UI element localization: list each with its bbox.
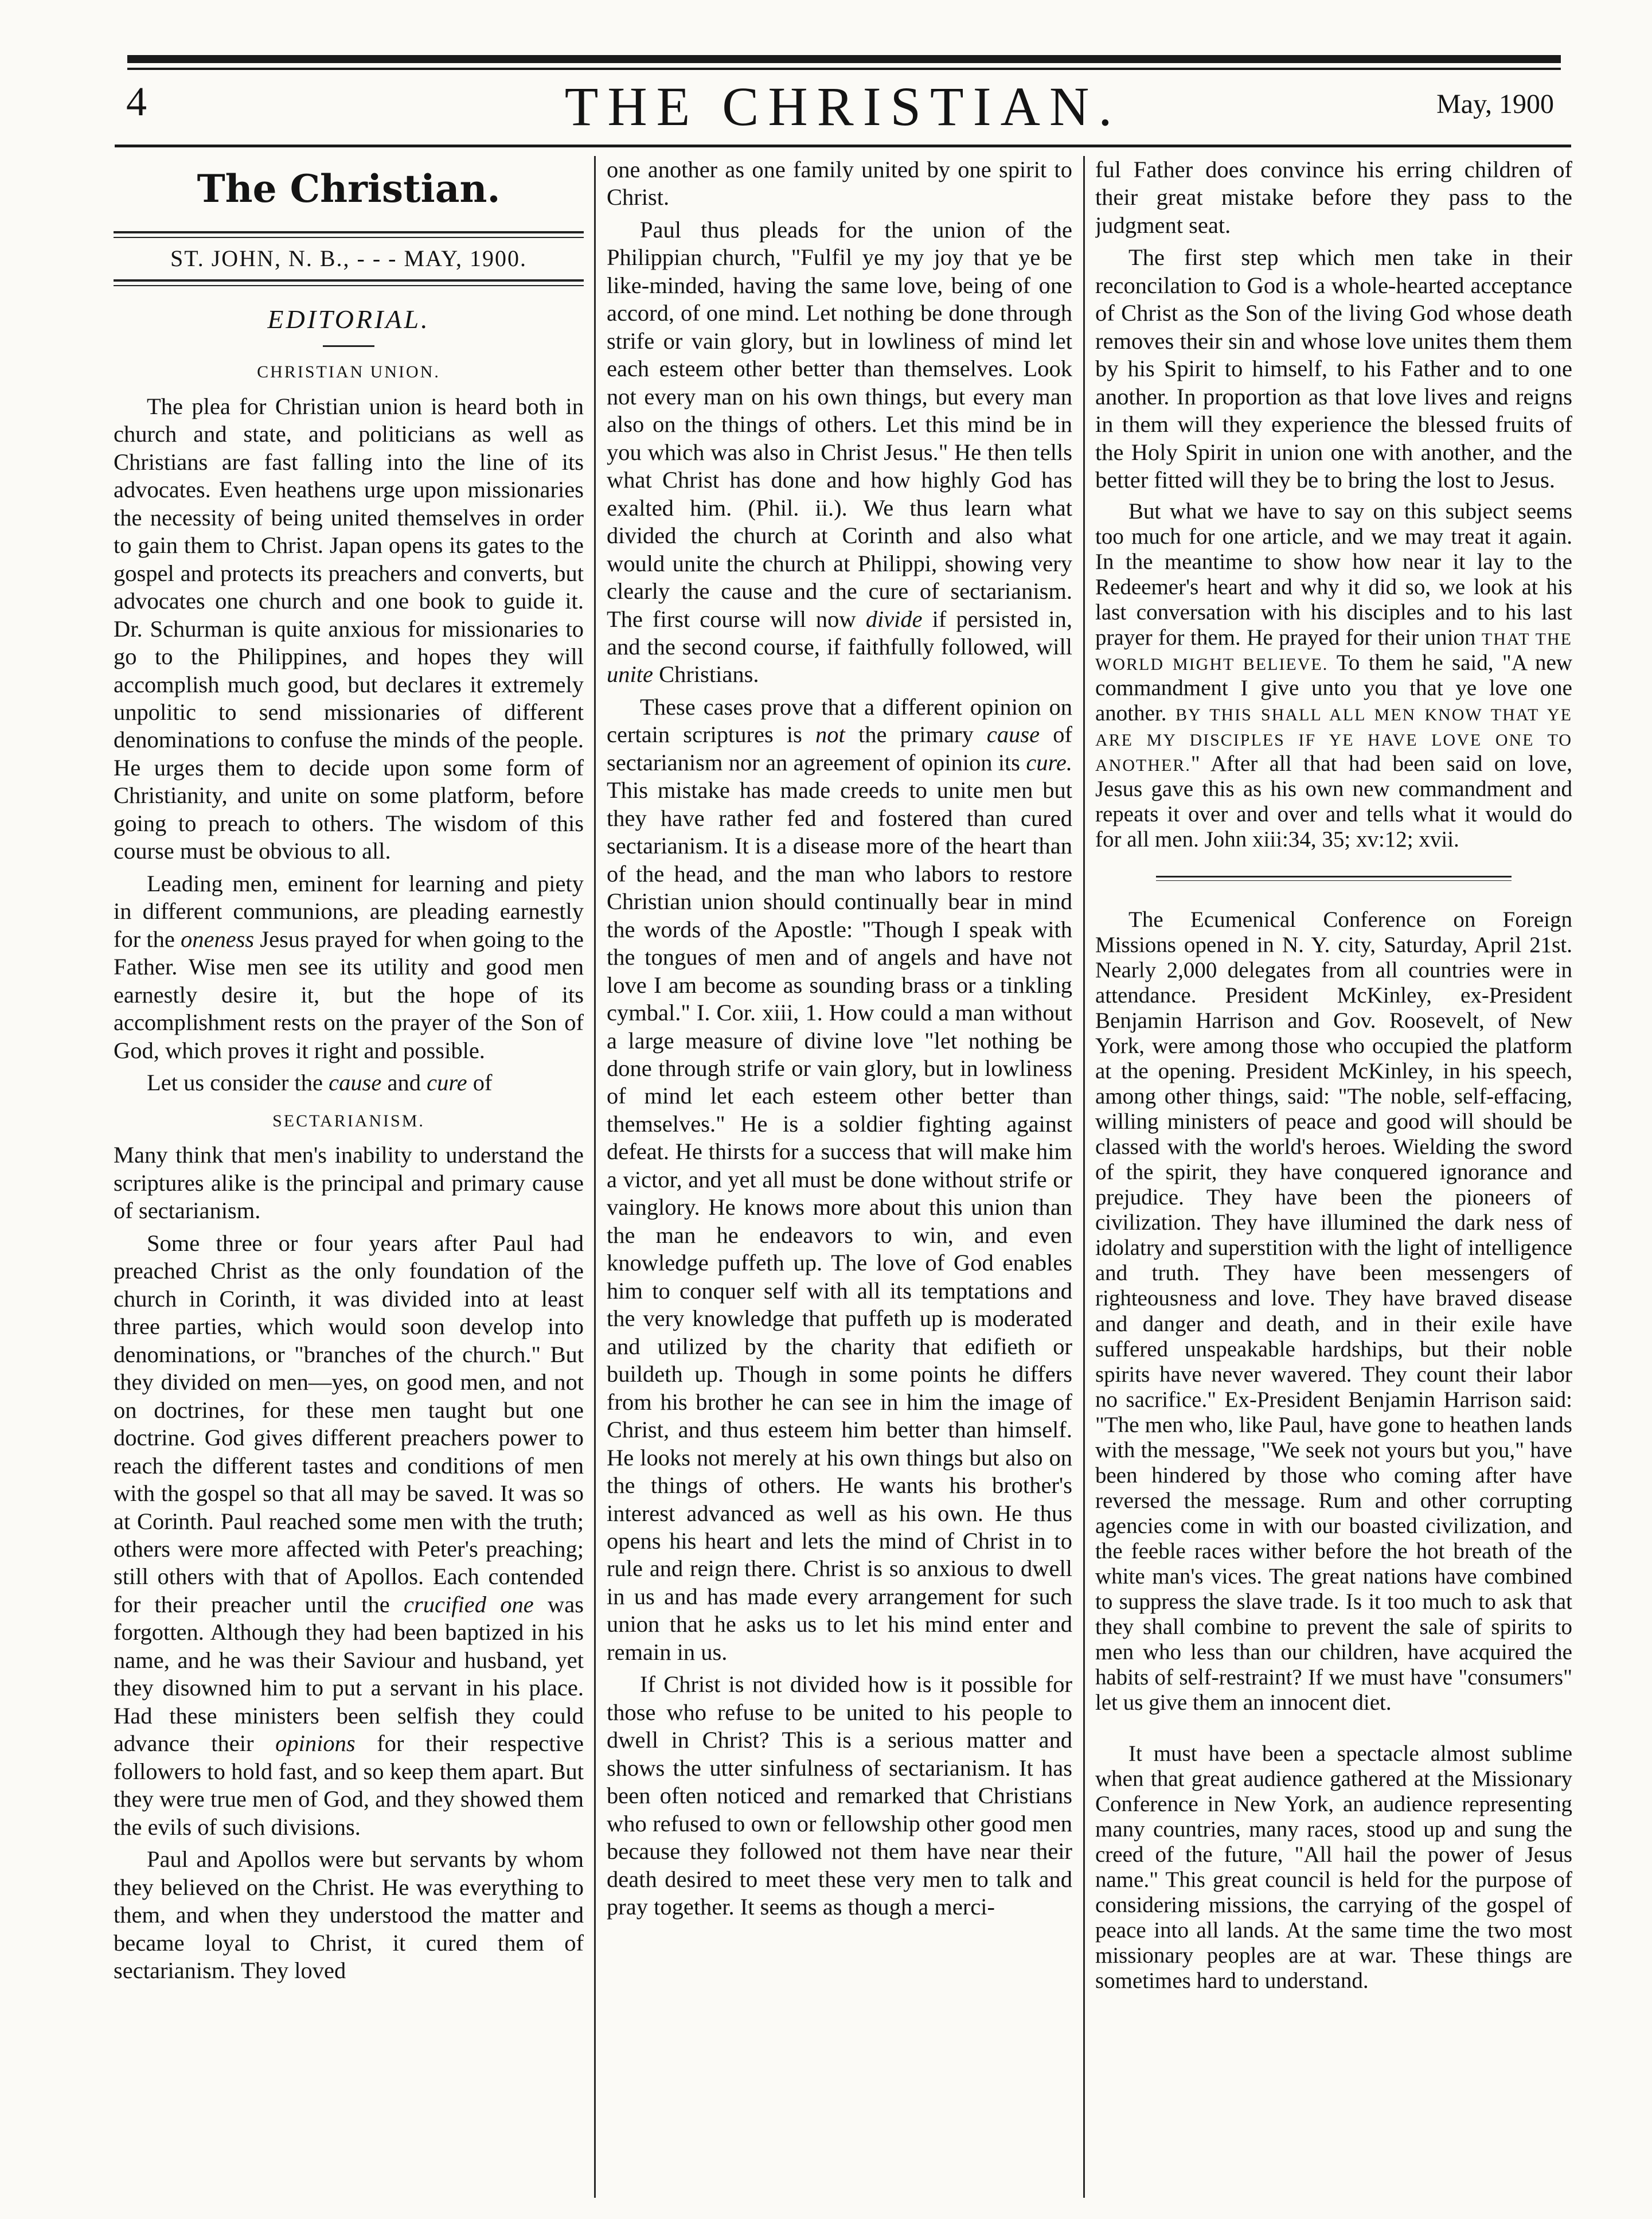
paragraph: Many think that men's inability to understand the scriptures alike is the principal and primary cause of sectarianism. bbox=[114, 1142, 584, 1224]
column-divider bbox=[594, 156, 596, 2198]
paragraph: Paul and Apollos were but servants by whom they believed on the Christ. He was everything to them, and when they understood the matter and became loyal to Christ, it cured them of sectarianism. They loved bbox=[114, 1846, 584, 1984]
paragraph: These cases prove that a different opinion on certain scriptures is not the primary cause of sectarianism nor an agreement of opinion its cure. This mistake has made creeds to unite men but they have rather fed and fostered than cured sectarianism. It is a disease more of the heart than of the head, and the man who labors to restore Christian union should continually bear in mind the words of the Apostle: "Though I speak with the tongues of men and of angels and have not love I am become as sounding brass or a tinkling cymbal." I. Cor. xiii, 1. How could a man without a large measure of divine love "let nothing be done through strife or vain glory, but in lowliness of mind let each esteem other better than themselves." He is a soldier fighting against defeat. He thirsts for a success that will make him a victor, and yet all must be done without strife or vainglory. He knows more about this union than the man he endeavors to win, and even knowledge puffeth up. The love of God enables him to conquer self with all its temptations and the very knowledge that puffeth up is moderated and utilized by the charity that edifieth or buildeth up. Though in some points he differs from his brother he can see in him the image of Christ, and thus esteem him better than himself. He looks not merely at his own things but also on the things of others. He wants his brother's interest advanced as well as his own. He thus opens his heart and lets the mind of Christ in to rule and reign there. Christ is so anxious to dwell in us and has made every arrangement for such union that he asks us to let his mind enter and remain in us. bbox=[607, 693, 1072, 1665]
paragraph: ful Father does convince his erring children of their great mistake before they pass to the judgment seat. bbox=[1095, 157, 1572, 238]
paragraph: It must have been a spectacle almost sublime when that great audience gathered at the Missionary Conference in New York, an audience representing many countries, many races, stood up and sung the creed of the future, "All hail the power of Jesus name." This great council is held for the purpose of considering missions, the carrying of the gospel of peace into all lands. At the same time the two most missionary peoples are at war. These things are sometimes hard to understand. bbox=[1095, 1741, 1572, 1994]
subheading: CHRISTIAN UNION. bbox=[257, 362, 440, 381]
column-divider bbox=[1083, 156, 1085, 2198]
section-divider bbox=[1156, 876, 1512, 881]
short-rule bbox=[323, 345, 374, 347]
issue-date: May, 1900 bbox=[1436, 89, 1554, 119]
top-rule bbox=[127, 55, 1561, 63]
section-gap bbox=[1095, 1721, 1572, 1741]
paragraph: Some three or four years after Paul had preached Christ as the only foundation of the church in Corinth, it was divided into at least three parties, which would soon develop into denominations, or "branches of the church." But they divided on men—yes, on good men, and not on doctrines, for these men taught but one doctrine. God gives different preachers power to reach the different tastes and conditions of men with the gospel so that all may be saved. It was so at Corinth. Paul reached some men with the truth; others were more affected with Peter's preaching; still others with that of Apollos. Each contended for their preacher until the crucified one was forgotten. Although they had been baptized in his name, and he was their Saviour and husband, yet they disowned him to put a servant in his place. Had these ministers been selfish they could advance their opinions for their respective followers to hold fast, and so keep them apart. But they were true men of God, and they showed them the evils of such divisions. bbox=[114, 1230, 584, 1840]
paragraph: The Ecumenical Conference on Foreign Missions opened in N. Y. city, Saturday, April 21st. Nearly 2,000 delegates from all countries were in attendance. President McKinley, ex-President Benjamin Harrison and Gov. Roosevelt, of New York, were among those who occupied the platform at the opening. President McKinley, in his speech, among other things, said: "The noble, self-effacing, willing ministers of peace and good will should be classed with the world's heroes. Wielding the sword of the spirit, they have conquered ignorance and prejudice. They have been the pioneers of civilization. They have illumined the dark ness of idolatry and superstition with the light of intelligence and truth. They have been messengers of righteousness and love. They have braved disease and danger and death, and in their exile have suffered unspeakable hardships, but their noble spirits have never wavered. They count their labor no sacrifice." Ex-President Benjamin Harrison said: "The men who, like Paul, have gone to heathen lands with the message, "We seek not yours but you," have been hindered by those who coming after have reversed the message. Rum and other corrupting agencies come in with our boasted civilization, and the feeble races wither before the hot breath of the white man's vices. The great nations have combined to suppress the slave trade. Is it too much to ask that they shall combine to prevent the sale of spirits to men who less than our children, have acquired the habits of self-restraint? If we must have "consumers" let us give them an innocent diet. bbox=[1095, 907, 1572, 1715]
paragraph: The first step which men take in their reconcilation to God is a whole-hearted acceptance of Christ as the Son of the living God whose death removes their sin and whose love unites them them by his Spirit to himself, to his Father and to one another. In proportion as that love lives and reigns in them will they experience the blessed fruits of the Holy Spirit in union one with another, and the better fitted will they be to bring the lost to Jesus. bbox=[1095, 244, 1572, 493]
double-rule bbox=[114, 279, 584, 286]
masthead-title: The Christian. bbox=[197, 166, 501, 211]
paragraph: But what we have to say on this subject seems too much for one article, and we may treat it again. In the meantime to show how near it lay to the Redeemer's heart and why it did so, we look at his last conversation with his disciples and to his last prayer for them. He prayed for their union THAT THE WORLD MIGHT BELIEVE. To them he said, "A new commandment I give unto you that ye love one another. BY THIS SHALL ALL MEN KNOW THAT YE ARE MY DISCIPLES IF YE HAVE LOVE ONE TO ANOTHER." After all that had been said on love, Jesus gave this as his own new commandment and repeats it over and over and tells what it would do for all men. John xiii:34, 35; xv:12; xvii. bbox=[1095, 498, 1572, 852]
page-number: 4 bbox=[126, 79, 147, 124]
top-rule-thin bbox=[127, 68, 1561, 70]
dateline: ST. JOHN, N. B., - - - MAY, 1900. bbox=[170, 245, 527, 271]
paragraph: Let us consider the cause and cure of bbox=[147, 1070, 493, 1096]
column-2 bbox=[607, 156, 1072, 2198]
newspaper-title: THE CHRISTIAN. bbox=[564, 76, 1122, 137]
paragraph: If Christ is not divided how is it possible for those who refuse to be united to his people to dwell in Christ? This is a serious matter and shows the utter sinfulness of sectarianism. It has been often noticed and remarked that Christians who refused to own or fellowship other good men because they followed not them have near their death desired to meet these very men to talk and pray together. It seems as though a merci- bbox=[607, 1671, 1072, 1920]
page-header bbox=[115, 75, 1571, 143]
paragraph: Paul thus pleads for the union of the Philippian church, "Fulfil ye my joy that ye be like-minded, having the same love, being of one accord, of one mind. Let nothing be done through strife or vain glory, but in lowliness of mind let each esteem other better than themselves. Look not every man on his own things, but every man also on the things of others. Let this mind be in you which was also in Christ Jesus." He then tells what Christ has done and how highly God has exalted him. (Phil. ii.). We thus learn what divided the church at Corinth and also what would unite the church at Philippi, showing very clearly the cause and the cure of sectarianism. The first course will now divide if persisted in, and the second course, if faithfully followed, will unite Christians. bbox=[607, 216, 1072, 688]
column-1 bbox=[114, 156, 584, 2198]
paragraph: The plea for Christian union is heard both in church and state, and politicians as well as Christians are fast falling into the line of its advocates. Even heathens urge upon missionaries the necessity of being united themselves in order to gain them to Christ. Japan opens its gates to the gospel and protects its preachers and converts, but advocates one church and one book to guide it. Dr. Schurman is quite anxious for missionaries to go to the Philippines, and hopes they will accomplish much good, but declares it extremely unpolitic to send missionaries of different denominations to confuse the minds of the people. He urges them to decide upon some form of Christianity, and unite on some platform, before going to preach to others. The wisdom of this course must be obvious to all. bbox=[114, 393, 584, 864]
paragraph: Leading men, eminent for learning and piety in different communions, are pleading earnestly for the oneness Jesus prayed for when going to the Father. Wise men see its utility and good men earnestly desire it, but the hope of its accomplishment rests on the prayer of the Son of God, which proves it right and possible. bbox=[114, 870, 584, 1063]
paragraph: one another as one family united by one spirit to Christ. bbox=[607, 157, 1072, 210]
subheading: SECTARIANISM. bbox=[272, 1111, 425, 1130]
header-rule bbox=[115, 145, 1571, 147]
section-heading: EDITORIAL. bbox=[267, 304, 430, 334]
column-3 bbox=[1095, 156, 1572, 2198]
double-rule bbox=[114, 231, 584, 238]
